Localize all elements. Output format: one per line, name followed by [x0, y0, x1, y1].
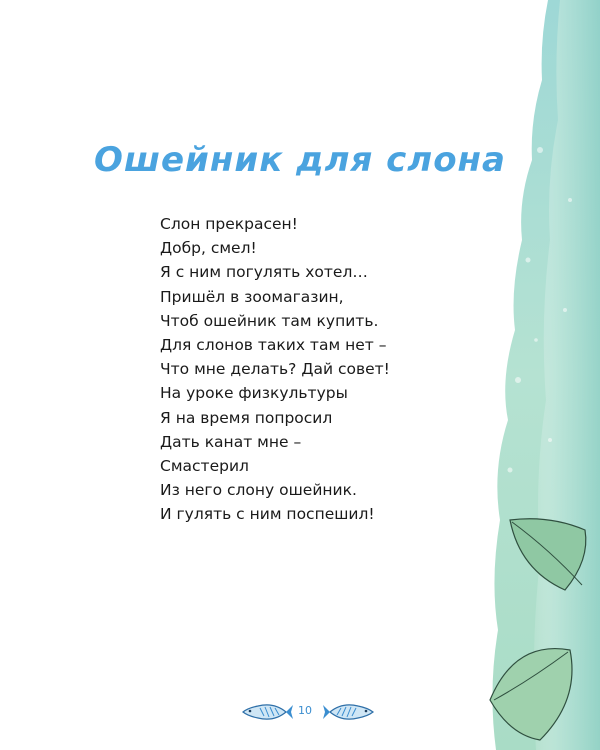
- fish-icon: [238, 698, 293, 726]
- poem-text: [160, 212, 460, 527]
- poem-line: Добр, смел!: [160, 239, 257, 258]
- page-footer: [0, 698, 600, 728]
- poem-line: И гулять с ним поспешил!: [160, 505, 375, 524]
- page-number: 10: [298, 704, 312, 717]
- poem-line: Пришёл в зоомагазин,: [160, 287, 344, 306]
- fish-icon: [323, 698, 378, 726]
- poem-line: Чтоб ошейник там купить.: [160, 311, 379, 330]
- poem-title: Ошейник для слона: [93, 140, 506, 180]
- poem-line: Я с ним погулять хотел…: [160, 263, 368, 282]
- poem-line: На уроке физкультуры: [160, 384, 348, 403]
- poem-line: Для слонов таких там нет –: [160, 336, 387, 355]
- poem-line: Слон прекрасен!: [160, 215, 298, 233]
- poem-line: Дать канат мне –: [160, 432, 302, 451]
- watercolor-border: [470, 0, 600, 750]
- poem-line: Из него слону ошейник.: [160, 481, 357, 500]
- poem-line: Что мне делать? Дай совет!: [160, 360, 390, 379]
- poem-line: Я на время попросил: [160, 408, 333, 427]
- poem-line: Смастерил: [160, 457, 249, 476]
